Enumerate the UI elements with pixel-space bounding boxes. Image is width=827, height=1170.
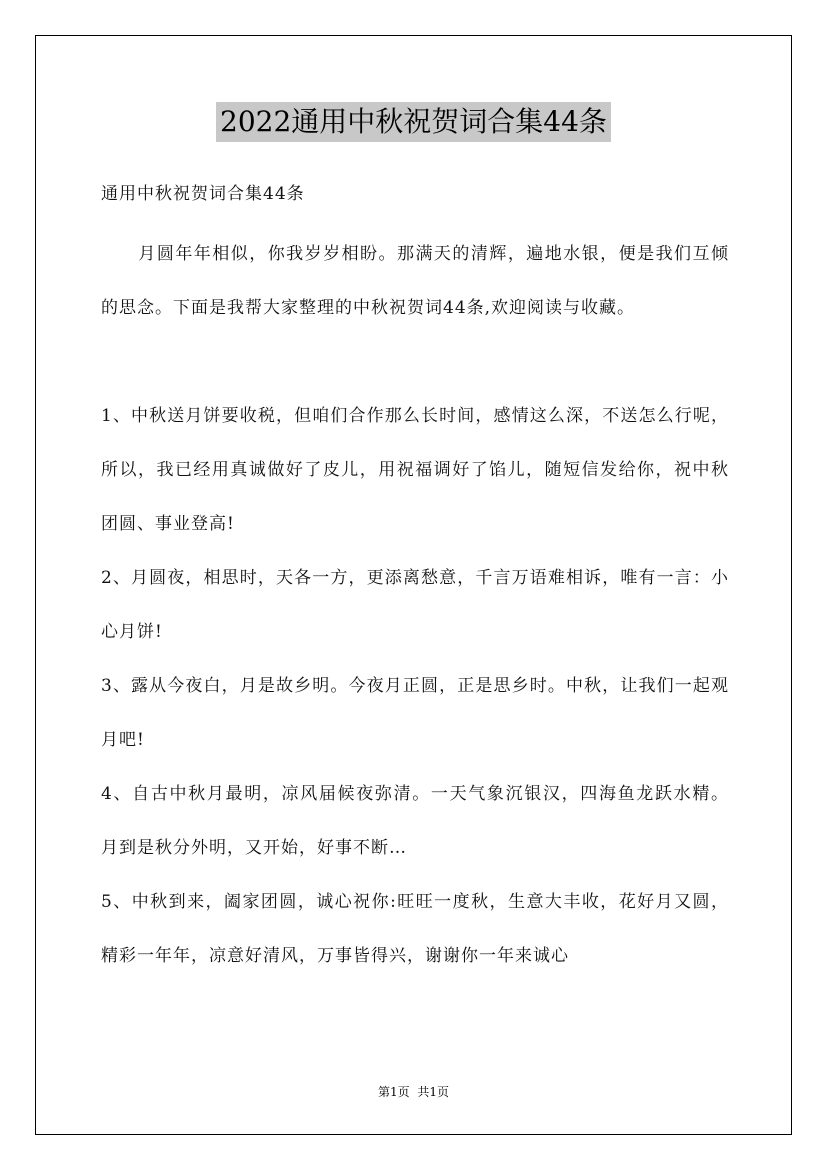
- paragraph-spacer: [101, 335, 729, 389]
- document-title: 2022通用中秋祝贺词合集44条: [216, 102, 611, 142]
- document-body: [101, 175, 729, 983]
- intro-paragraph: 月圆年年相似，你我岁岁相盼。那满天的清辉，遍地水银，便是我们互倾的思念。下面是我帮大家整理的中秋祝贺词44条,欢迎阅读与收藏。: [101, 244, 729, 318]
- list-item: 2、月圆夜，相思时，天各一方，更添离愁意，千言万语难相诉，唯有一言：小心月饼!: [101, 568, 729, 642]
- page-number: 第1页: [378, 1085, 410, 1099]
- list-item: 5、中秋到来，阖家团圆，诚心祝你:旺旺一度秋，生意大丰收，花好月又圆，精彩一年年，凉意好清风，万事皆得兴，谢谢你一年来诚心: [101, 892, 729, 966]
- title-container: [0, 102, 827, 142]
- page-total: 共1页: [417, 1085, 449, 1099]
- list-item: 1、中秋送月饼要收税，但咱们合作那么长时间，感情这么深，不送怎么行呢，所以，我已经用真诚做好了皮儿，用祝福调好了馅儿，随短信发给你，祝中秋团圆、事业登高!: [101, 406, 729, 534]
- page-footer: [0, 1084, 827, 1100]
- document-subtitle: 通用中秋祝贺词合集44条: [101, 184, 305, 204]
- list-item: 3、露从今夜白，月是故乡明。今夜月正圆，正是思乡时。中秋，让我们一起观月吧!: [101, 676, 729, 750]
- list-item: 4、自古中秋月最明，凉风届候夜弥清。一天气象沉银汉，四海鱼龙跃水精。 月到是秋分外明，又开始，好事不断…: [101, 784, 729, 858]
